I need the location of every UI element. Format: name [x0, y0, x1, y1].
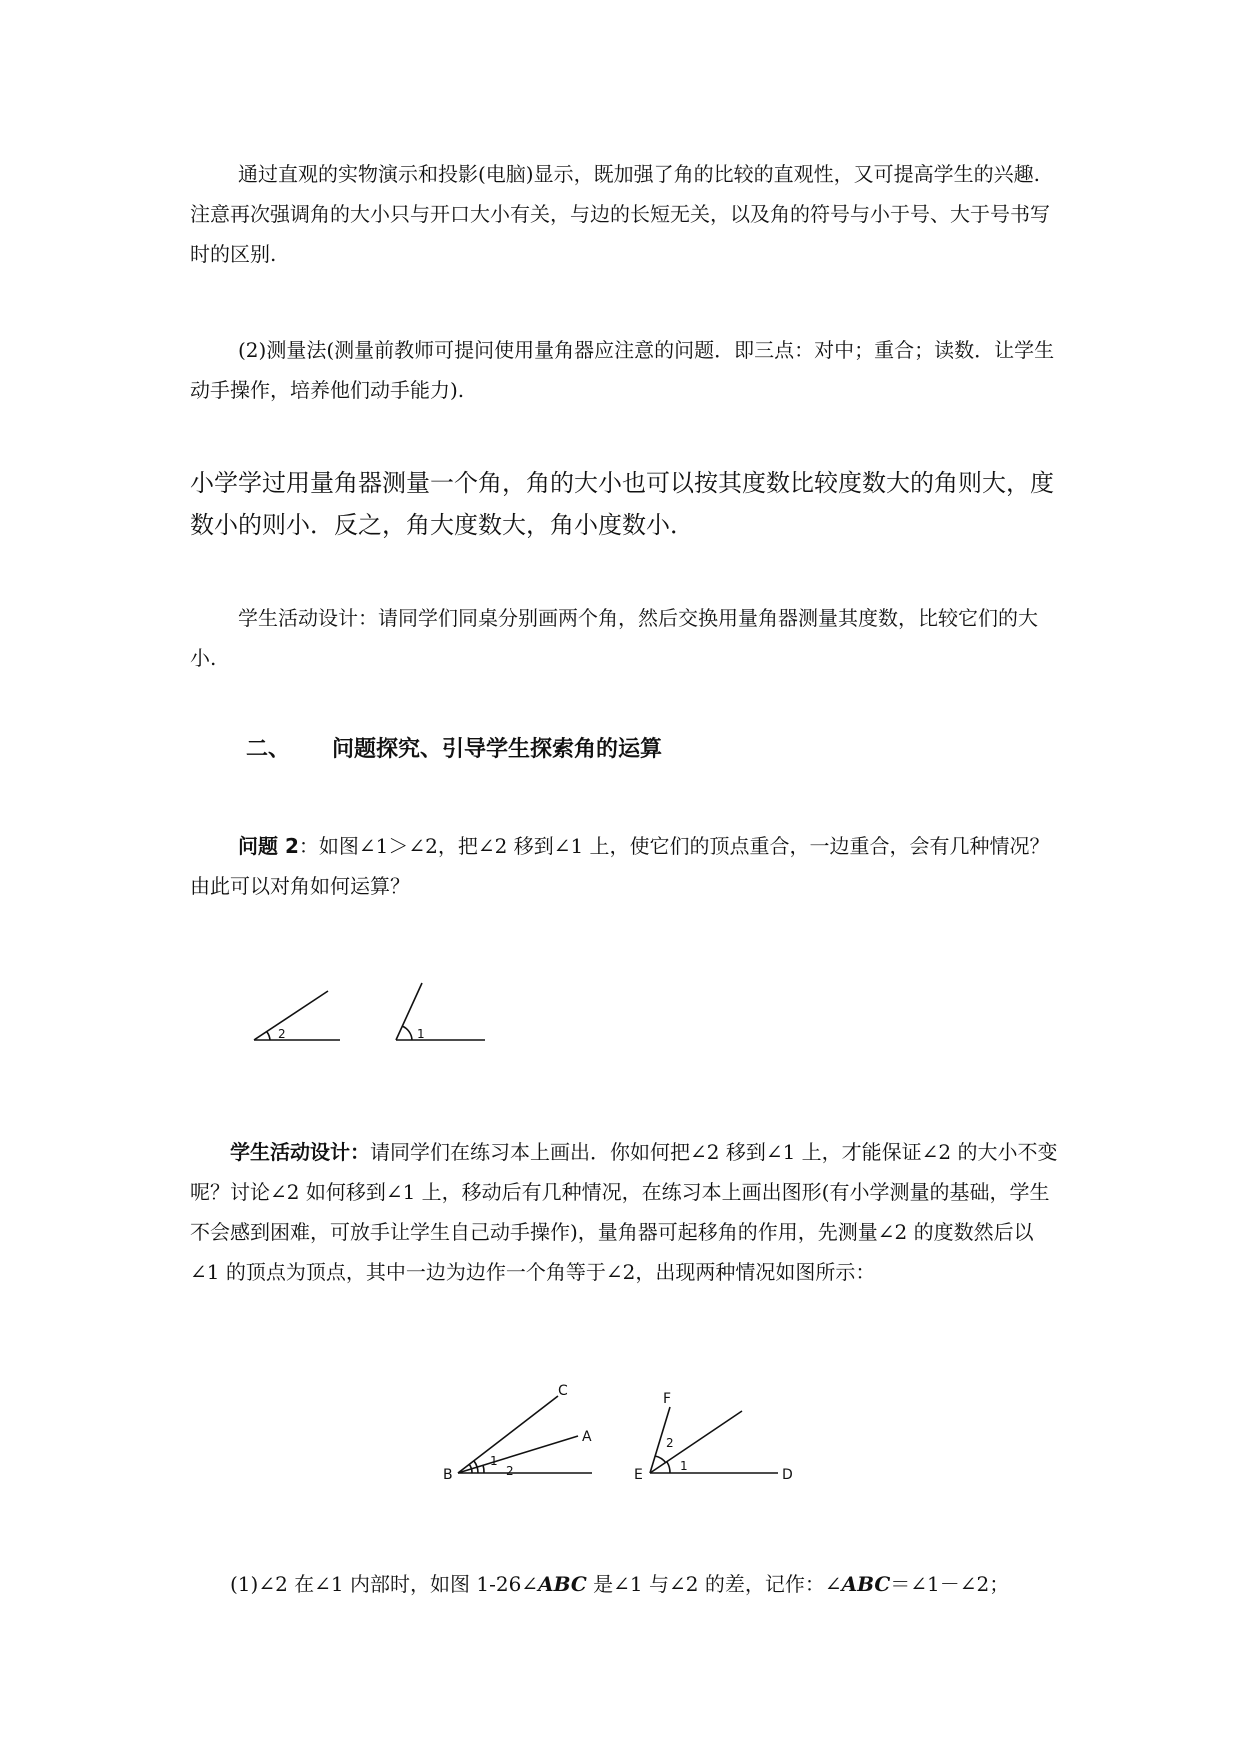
point-label-F: F	[663, 1391, 672, 1407]
difference-text-1: (1)∠2 在∠1 内部时，如图 1-26∠	[230, 1572, 539, 1596]
section-heading	[246, 732, 662, 763]
difference-case-line	[230, 1564, 1100, 1604]
left-angle-label-2: 2	[506, 1464, 514, 1478]
problem-2-label: 问题 2	[238, 834, 299, 858]
angle-label-2: 2	[278, 1027, 286, 1041]
left-angle-label-1: 1	[490, 1454, 498, 1468]
point-label-A: A	[582, 1429, 592, 1445]
figure-two-angles	[250, 975, 490, 1045]
activity-label: 学生活动设计：	[230, 1140, 370, 1164]
activity-text: 请同学们在练习本上画出．你如何把∠2 移到∠1 上，才能保证∠2 的大小不变呢？讨论∠2 如何移到∠1 上，移动后有几种情况，在练习本上画出图形(有小学测量的基础，学生不会感到困难，可放手让学生自己动手操作)，量角器可起移角的作用，先测量∠2 的度数然后以∠1 的顶点为顶点，其中一边为边作一个角等于∠2，出现两种情况如图所示：	[190, 1140, 1058, 1284]
point-label-D: D	[782, 1467, 793, 1483]
paragraph-intuitive-demo: 通过直观的实物演示和投影(电脑)显示，既加强了角的比较的直观性，又可提高学生的兴趣. 注意再次强调角的大小只与开口大小有关，与边的长短无关，以及角的符号与小于号、大于号书写时的区别.	[190, 162, 1050, 266]
student-activity-paragraph	[190, 1132, 1060, 1292]
angle-abc-1: ABC	[538, 1572, 587, 1596]
paragraph-measurement-method: (2)测量法(测量前教师可提问使用量角器应注意的问题．即三点：对中；重合；读数．让学生动手操作，培养他们动手能力).	[190, 338, 1055, 402]
angle-abc-2: ABC	[841, 1572, 891, 1596]
problem-2-text: ：如图∠1＞∠2，把∠2 移到∠1 上，使它们的顶点重合，一边重合，会有几种情况？ 由此可以对角如何运算？	[190, 834, 1050, 898]
paragraph-student-activity-1: 学生活动设计：请同学们同桌分别画两个角，然后交换用量角器测量其度数，比较它们的大小.	[190, 606, 1038, 670]
difference-text-3: ＝∠1－∠2；	[890, 1572, 1010, 1596]
paragraph-protractor: 小学学过用量角器测量一个角，角的大小也可以按其度数比较度数大的角则大，度数小的则小．反之，角大度数大，角小度数小．	[190, 469, 1054, 539]
point-label-B: B	[443, 1467, 453, 1483]
point-label-E: E	[634, 1467, 643, 1483]
section-title: 问题探究、引导学生探索角的运算	[332, 737, 663, 762]
figure-angle-operations	[440, 1375, 800, 1495]
difference-text-2: 是∠1 与∠2 的差，记作：∠	[586, 1572, 842, 1596]
problem-2-paragraph	[190, 826, 1060, 906]
right-angle-label-1: 1	[680, 1459, 688, 1473]
angle-label-1: 1	[417, 1027, 425, 1041]
point-label-C: C	[558, 1383, 568, 1399]
right-angle-label-2: 2	[666, 1436, 674, 1450]
section-number: 二、	[246, 737, 291, 762]
